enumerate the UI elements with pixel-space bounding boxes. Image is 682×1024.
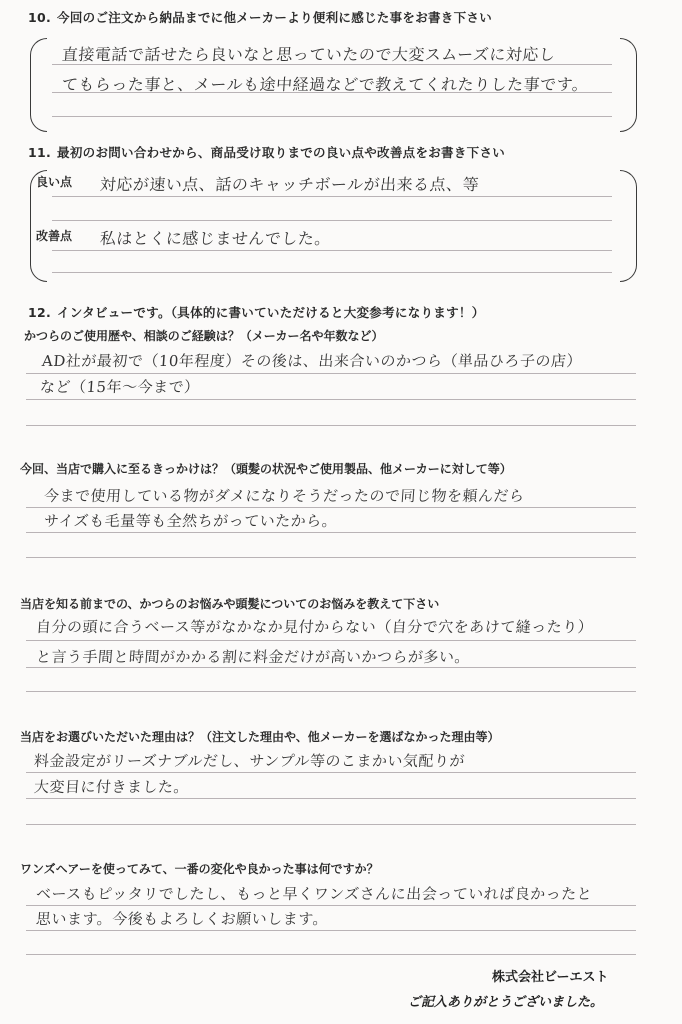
company-name: 株式会社ビーエスト bbox=[492, 970, 609, 985]
sub-answer-trigger-line-2: サイズも毛量等も全然ちがっていたから。 bbox=[43, 512, 338, 530]
sub-answer-history-line-2: など（15年～今まで） bbox=[39, 378, 201, 396]
good-point-label: 良い点 bbox=[36, 175, 73, 189]
sub-answer-concerns-line-2: と言う手間と時間がかかる割に料金だけが高いかつらが多い。 bbox=[35, 648, 471, 666]
bracket-right bbox=[620, 38, 637, 132]
sub-question-concerns: 当店を知る前までの、かつらのお悩みや頭髪についてのお悩みを教えて下さい bbox=[20, 597, 440, 611]
question-10 bbox=[28, 8, 492, 26]
good-point-answer: 対応が速い点、話のキャッチボールが出来る点、等 bbox=[99, 175, 480, 194]
ruled-line bbox=[52, 196, 612, 197]
ruled-line bbox=[26, 557, 636, 558]
question-10-text: 今回のご注文から納品までに他メーカーより便利に感じた事をお書き下さい bbox=[57, 10, 492, 25]
sub-question-history: かつらのご使用歴や、相談のご経験は？（メーカー名や年数など） bbox=[24, 329, 384, 343]
question-11 bbox=[28, 143, 505, 161]
sub-answer-reason-line-1: 料金設定がリーズナブルだし、サンプル等のこまかい気配りが bbox=[33, 752, 466, 770]
question-12-number: 12. bbox=[28, 305, 52, 320]
ruled-line bbox=[26, 532, 636, 533]
sub-question-change: ワンズヘアーを使ってみて、一番の変化や良かった事は何ですか？ bbox=[20, 862, 379, 876]
sub-answer-concerns-line-1: 自分の頭に合うベース等がなかなか見付からない（自分で穴をあけて縫ったり） bbox=[35, 618, 594, 636]
ruled-line bbox=[26, 399, 636, 400]
ruled-line bbox=[26, 691, 636, 692]
ruled-line bbox=[52, 220, 612, 221]
ruled-line bbox=[26, 667, 636, 668]
ruled-line bbox=[52, 250, 612, 251]
improvement-label: 改善点 bbox=[36, 229, 73, 243]
ruled-line bbox=[26, 373, 636, 374]
ruled-line bbox=[26, 425, 636, 426]
answer-10-line-1: 直接電話で話せたら良いなと思っていたので大変スムーズに対応し bbox=[61, 45, 557, 64]
ruled-line bbox=[26, 507, 636, 508]
question-11-text: 最初のお問い合わせから、商品受け取りまでの良い点や改善点をお書き下さい bbox=[57, 145, 506, 160]
ruled-line bbox=[26, 824, 636, 825]
ruled-line bbox=[52, 272, 612, 273]
ruled-line bbox=[26, 798, 636, 799]
answer-10-line-2: てもらった事と、メールも途中経過などで教えてくれたりした事です。 bbox=[61, 75, 590, 94]
sub-answer-change-line-2: 思います。今後もよろしくお願いします。 bbox=[35, 910, 329, 928]
ruled-line bbox=[52, 92, 612, 93]
ruled-line bbox=[26, 954, 636, 955]
question-11-number: 11. bbox=[28, 145, 52, 160]
ruled-line bbox=[26, 772, 636, 773]
question-12-text: インタビューです。（具体的に書いていただけると大変参考になります！） bbox=[57, 305, 485, 320]
ruled-line bbox=[52, 116, 612, 117]
bracket-right bbox=[620, 170, 637, 282]
question-12 bbox=[28, 303, 485, 321]
sub-answer-trigger-line-1: 今まで使用している物がダメになりそうだったので同じ物を頼んだら bbox=[43, 487, 526, 505]
sub-answer-change-line-1: ベースもピッタリでしたし、もっと早くワンズさんに出会っていれば良かったと bbox=[35, 885, 593, 903]
ruled-line bbox=[52, 64, 612, 65]
sub-question-trigger: 今回、当店で購入に至るきっかけは？（頭髪の状況やご使用製品、他メーカーに対して等） bbox=[20, 462, 512, 476]
thank-you-note: ご記入ありがとうございました。 bbox=[408, 995, 604, 1010]
sub-answer-history-line-1: AD社が最初で（10年程度）その後は、出来合いのかつら（単品ひろ子の店） bbox=[41, 352, 583, 370]
improvement-answer: 私はとくに感じませんでした。 bbox=[99, 229, 332, 248]
sub-answer-reason-line-2: 大変目に付きました。 bbox=[33, 778, 190, 796]
ruled-line bbox=[26, 640, 636, 641]
question-10-number: 10. bbox=[28, 10, 52, 25]
bracket-left bbox=[30, 38, 47, 132]
ruled-line bbox=[26, 905, 636, 906]
ruled-line bbox=[26, 930, 636, 931]
sub-question-reason: 当店をお選びいただいた理由は？（注文した理由や、他メーカーを選ばなかった理由等） bbox=[20, 730, 500, 744]
